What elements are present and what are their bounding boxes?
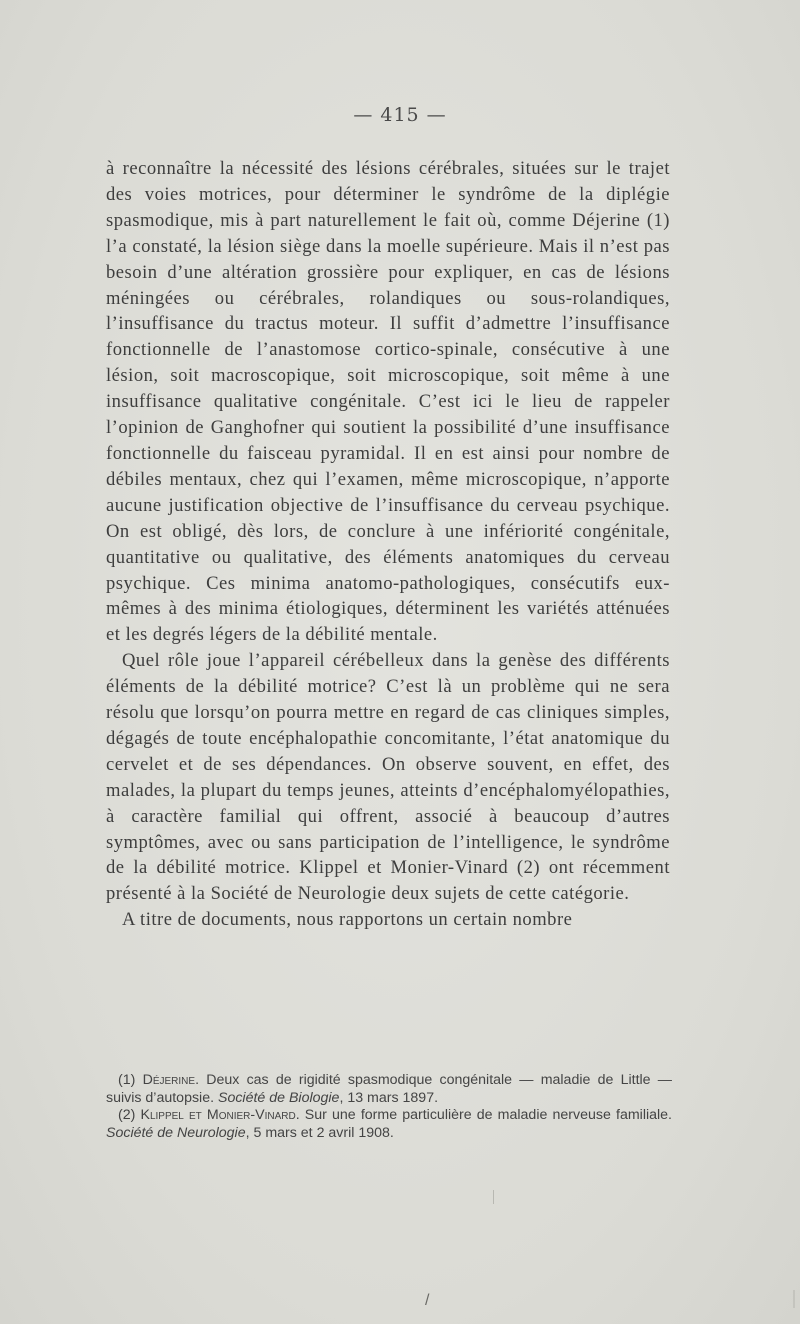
footnote-1-date: , 13 mars 1897. [339,1089,439,1106]
footnote-2-author: Klippel et Monier-Vinard [140,1107,296,1124]
footnote-2 [106,1107,672,1142]
footnote-1-text: . Deux cas de rigidité spasmodique congénitale — maladie de Little — suivis d’autopsie. [106,1072,672,1106]
footnote-1-source: Société de Biologie [217,1089,340,1106]
page-number: — 415 — [353,104,447,126]
footnotes [106,1072,672,1142]
footnote-1-marker: (1) [118,1072,136,1088]
paragraph-2: Quel rôle joue l’appareil cérébelleux dans la genèse des différents éléments de la débilité motrice? C’est là un problème qui ne sera résolu que lorsqu’on pourra mettre en regard de cas cliniques simples, dégagés de toute encéphalopathie concomitante, l’état anatomique du cervelet et de ses dépendances. On observe souvent, en effet, des malades, la plupart du temps jeunes, atteints d’encéphalomyélopathies, à caractère familial qui offrent, associé à beaucoup d’autres symptômes, avec ou sans participation de l’intelligence, le syndrôme de la débilité motrice. Klippel et Monier-Vinard (2) ont récemment présenté à la Société de Neurologie deux sujets de cette catégorie. [106,650,670,905]
footnote-2-source: Société de Neurologie [106,1124,246,1141]
paragraph-3: A titre de documents, nous rapportons un certain nombre [122,909,573,931]
footnote-1 [106,1072,672,1107]
footnote-2-date: , 5 mars et 2 avril 1908. [245,1124,394,1141]
footnote-2-marker: (2) [118,1107,136,1124]
footnote-1-author: Déjerine [142,1072,196,1088]
main-text [106,156,670,933]
scan-speck [493,1190,494,1204]
paragraph-1: à reconnaître la nécessité des lésions cérébrales, situées sur le trajet des voies motrices, pour déterminer le syndrôme de la diplégie spasmodique, mis à part naturellement le fait où, comme Déjerine (1) l’a constaté, la lésion siège dans la moelle supérieure. Mais il n’est pas besoin d’une altération grossière pour expliquer, en cas de lésions méningées ou cérébrales, rolandiques ou sous-rolandiques, l’insuffisance du tractus moteur. Il suffit d’admettre l’insuffisance fonctionnelle de l’anastomose cortico-spinale, consécutive à une lésion, soit macroscopique, soit microscopique, soit même à une insuffisance qualitative congénitale. C’est ici le lieu de rappeler l’opinion de Ganghofner qui soutient la possibilité d’une insuffisance fonctionnelle du faisceau pyramidal. Il en est ainsi pour nombre de débiles mentaux, chez qui l’examen, même microscopique, n’apporte aucune justification objective de l’insuffisance du cerveau psychique. On est obligé, dès lors, de conclure à une infériorité congénitale, quantitative ou qualitative, des éléments anatomiques du cerveau psychique. Ces minima anatomo-pathologiques, consécutifs eux-mêmes à des minima étiologiques, déterminent les variétés atténuées et les degrés légers de la débilité mentale. [106,158,670,646]
footnote-2-text: . Sur une forme particulière de maladie nerveuse familiale. [295,1107,672,1124]
edge-speck [793,1290,795,1308]
bottom-stray-mark: / [425,1292,430,1309]
